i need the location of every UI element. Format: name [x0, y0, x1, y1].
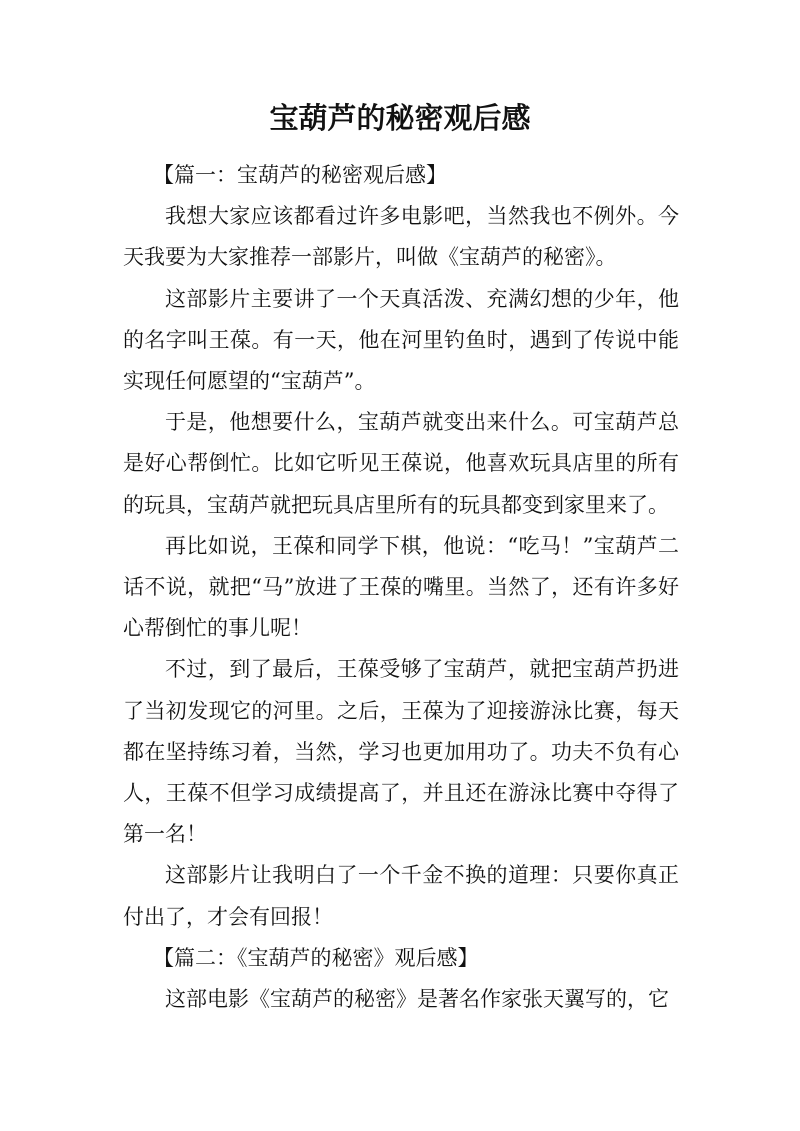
paragraph: 我想大家应该都看过许多电影吧，当然我也不例外。今天我要为大家推荐一部影片，叫做《宝葫芦的秘密》。 [123, 204, 679, 270]
section-heading-2: 【篇二：《宝葫芦的秘密》观后感】 [153, 945, 479, 970]
paragraph: 这部影片主要讲了一个天真活泼、充满幻想的少年，他的名字叫王葆。有一天，他在河里钓鱼时，遇到了传说中能实现任何愿望的“宝葫芦”。 [123, 286, 679, 394]
paragraph: 这部影片让我明白了一个千金不换的道理：只要你真正付出了，才会有回报！ [123, 863, 679, 929]
document-title: 宝葫芦的秘密观后感 [269, 101, 531, 135]
paragraph: 这部电影《宝葫芦的秘密》是著名作家张天翼写的，它 [165, 987, 669, 1012]
paragraph: 再比如说，王葆和同学下棋，他说：“吃马！”宝葫芦二话不说，就把“马”放进了王葆的嘴里。当然了，还有许多好心帮倒忙的事儿呢！ [123, 533, 679, 641]
section-heading-1: 【篇一：宝葫芦的秘密观后感】 [153, 163, 447, 187]
paragraph: 不过，到了最后，王葆受够了宝葫芦，就把宝葫芦扔进了当初发现它的河里。之后，王葆为了迎接游泳比赛，每天都在坚持练习着，当然，学习也更加用功了。功夫不负有心人，王葆不但学习成绩提高了，并且还在游泳比赛中夺得了第一名！ [123, 657, 679, 847]
document-body [123, 155, 679, 1020]
paragraph: 于是，他想要什么，宝葫芦就变出来什么。可宝葫芦总是好心帮倒忙。比如它听见王葆说，他喜欢玩具店里的所有的玩具，宝葫芦就把玩具店里所有的玩具都变到家里来了。 [123, 410, 679, 517]
